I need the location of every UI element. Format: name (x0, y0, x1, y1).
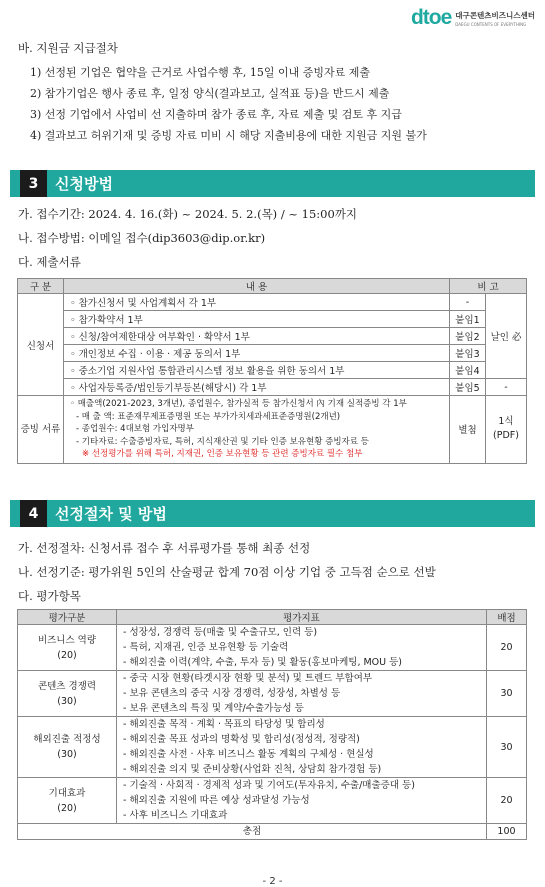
eval-category: 콘텐츠 경쟁력 (37, 680, 97, 692)
total-label: 총점 (18, 824, 487, 840)
evidence-line: ◦ 매출액(2021-2023, 3개년), 종업원수, 참가실적 등 참가신청서 內 기재 실적증빙 각 1부 (70, 399, 407, 409)
table-row (18, 311, 527, 328)
eval-points: (30) (57, 695, 77, 707)
evidence-line: - 기타자료: 수출증빙자료, 특허, 지식재산권 및 기타 인증 보유현황 증빙자료 등 (76, 436, 369, 447)
eval-category: 비즈니스 역량 (37, 634, 97, 646)
section-3-header (10, 170, 535, 197)
payment-item: 2) 참가기업은 행사 종료 후, 일정 양식(결과보고, 실적표 등)을 반드시 제출 (30, 87, 390, 100)
selection-criteria: 나. 선정기준: 평가위원 5인의 산술평균 합계 70점 이상 기업 중 고득점 순으로 선발 (18, 565, 436, 579)
logo-tagline: DAEGU CONTENTS OF EVERYTHING (455, 21, 527, 27)
table-row (18, 671, 527, 717)
eval-score: 20 (487, 625, 527, 671)
eval-points: (20) (57, 802, 77, 814)
documents-table (17, 278, 527, 464)
col-header: 평가지표 (117, 610, 487, 625)
doc-content: ◦ 참가확약서 1부 (64, 311, 450, 328)
eval-item: - 사후 비즈니스 기대효과 (123, 810, 228, 821)
table-row (18, 379, 527, 396)
documents-heading: 다. 제출서류 (18, 255, 81, 269)
section-4-header (10, 500, 535, 527)
evidence-line: - 종업원수: 4대보험 가입자명부 (76, 424, 194, 434)
total-row (18, 824, 527, 840)
payment-item: 1) 선정된 기업은 협약을 근거로 사업수행 후, 15일 이내 증빙자료 제출 (30, 66, 371, 79)
selection-procedure: 가. 선정절차: 신청서류 접수 후 서류평가를 통해 최종 선정 (18, 541, 311, 555)
eval-points: (30) (57, 749, 77, 760)
table-row (18, 717, 527, 778)
eval-item: - 중국 시장 현황(타겟시장 현황 및 분석) 및 트렌드 부합여부 (123, 673, 373, 684)
doc-code: 붙임5 (450, 379, 486, 396)
table-row (18, 625, 527, 671)
doc-content: ◦ 중소기업 지원사업 통합관리시스템 정보 활용을 위한 동의서 1부 (64, 362, 450, 379)
section-number: 3 (20, 170, 47, 197)
doc-note: 날인 必 (486, 294, 527, 379)
group-label: 증빙 서류 (18, 396, 64, 464)
payment-item: 3) 선정 기업에서 사업비 선 지출하며 참가 종료 후, 자료 제출 및 검토 후 지급 (30, 108, 402, 121)
col-header: 내 용 (64, 279, 450, 294)
doc-note: 1식 (PDF) (486, 396, 527, 464)
eval-score: 20 (487, 778, 527, 824)
doc-code: 붙임2 (450, 328, 486, 345)
doc-code: 붙임4 (450, 362, 486, 379)
section-title: 선정절차 및 방법 (55, 505, 167, 523)
page-number: - 2 - (262, 876, 283, 887)
doc-note: - (486, 379, 527, 396)
doc-code: 붙임3 (450, 345, 486, 362)
table-row (18, 294, 527, 311)
eval-item: - 특허, 지재권, 인증 보유현황 등 기술력 (123, 642, 289, 653)
doc-code: 별첨 (450, 396, 486, 464)
section-title: 신청방법 (55, 175, 113, 193)
eval-item: - 보유 콘텐츠의 특징 및 계약/수출가능성 등 (123, 703, 304, 714)
table-row (18, 345, 527, 362)
eval-category: 기대효과 (48, 787, 86, 799)
eval-item: - 성장성, 경쟁력 등(매출 및 수출규모, 인력 등) (123, 627, 318, 638)
eval-item: - 해외진출 사전 · 사후 비즈니스 활동 계획의 구체성 · 현실성 (123, 749, 374, 760)
section-number: 4 (20, 500, 47, 527)
evidence-line: - 매 출 액: 표준재무제표증명원 또는 부가가치세과세표준증명원(2개년) (76, 411, 341, 422)
eval-category: 해외진출 적정성 (33, 734, 101, 745)
eval-item: - 기술적 · 사회적 · 경제적 성과 및 기여도(투자유치, 수출/매출증대 등) (123, 780, 415, 791)
table-row (18, 328, 527, 345)
application-method: 나. 접수방법: 이메일 접수(dip3603@dip.or.kr) (18, 231, 266, 245)
eval-item: - 해외진출 지원에 따른 예상 성과달성 가능성 (123, 795, 310, 806)
payment-heading: 바. 지원금 지급절차 (18, 41, 118, 55)
logo-org-name: 대구콘텐츠비즈니스센터 (455, 10, 535, 20)
doc-content: ◦ 참가신청서 및 사업계획서 각 1부 (64, 294, 450, 311)
doc-content: ◦ 사업자등록증/법인등기부등본(해당시) 각 1부 (64, 379, 450, 396)
eval-item: - 해외진출 목적 · 계획 · 목표의 타당성 및 합리성 (123, 719, 325, 730)
doc-content: ◦ 신청/참여제한대상 여부확인 · 확약서 1부 (64, 328, 450, 345)
col-header: 구 분 (18, 279, 64, 294)
group-label: 신청서 (18, 294, 64, 396)
logo-mark: dtoe (410, 6, 452, 29)
eval-item: - 해외진출 목표 성과의 명확성 및 합리성(정성적, 정량적) (123, 734, 360, 745)
application-period: 가. 접수기간: 2024. 4. 16.(화) ~ 2024. 5. 2.(목) / ~ 15:00까지 (18, 207, 358, 221)
col-header: 평가구분 (18, 610, 117, 625)
eval-item: - 해외진출 이력(계약, 수출, 투자 등) 및 활동(홍보마케팅, MOU 등) (123, 657, 403, 668)
doc-code: - (450, 294, 486, 311)
table-row (18, 362, 527, 379)
table-row (18, 778, 527, 824)
total-score: 100 (487, 824, 527, 840)
evaluation-table (17, 609, 527, 840)
table-row (18, 396, 527, 464)
eval-points: (20) (57, 649, 77, 661)
eval-item: - 해외진출 의지 및 준비상황(사업화 진척, 상담회 참가경험 등) (123, 764, 382, 775)
eval-score: 30 (487, 717, 527, 778)
eval-score: 30 (487, 671, 527, 717)
evidence-warning: ※ 선정평가를 위해 특허, 지재권, 인증 보유현황 등 관련 증빙자료 필수 첨부 (82, 449, 363, 459)
evaluation-heading: 다. 평가항목 (18, 589, 81, 603)
logo (411, 6, 535, 30)
payment-item: 4) 결과보고 허위기재 및 증빙 자료 미비 시 해당 지출비용에 대한 지원금 지원 불가 (30, 129, 427, 142)
doc-code: 붙임1 (450, 311, 486, 328)
col-header: 배점 (487, 610, 527, 625)
eval-item: - 보유 콘텐츠의 중국 시장 경쟁력, 성장성, 차별성 등 (123, 688, 341, 699)
doc-content: ◦ 개인정보 수집 · 이용 · 제공 동의서 1부 (64, 345, 450, 362)
col-header: 비 고 (450, 279, 527, 294)
